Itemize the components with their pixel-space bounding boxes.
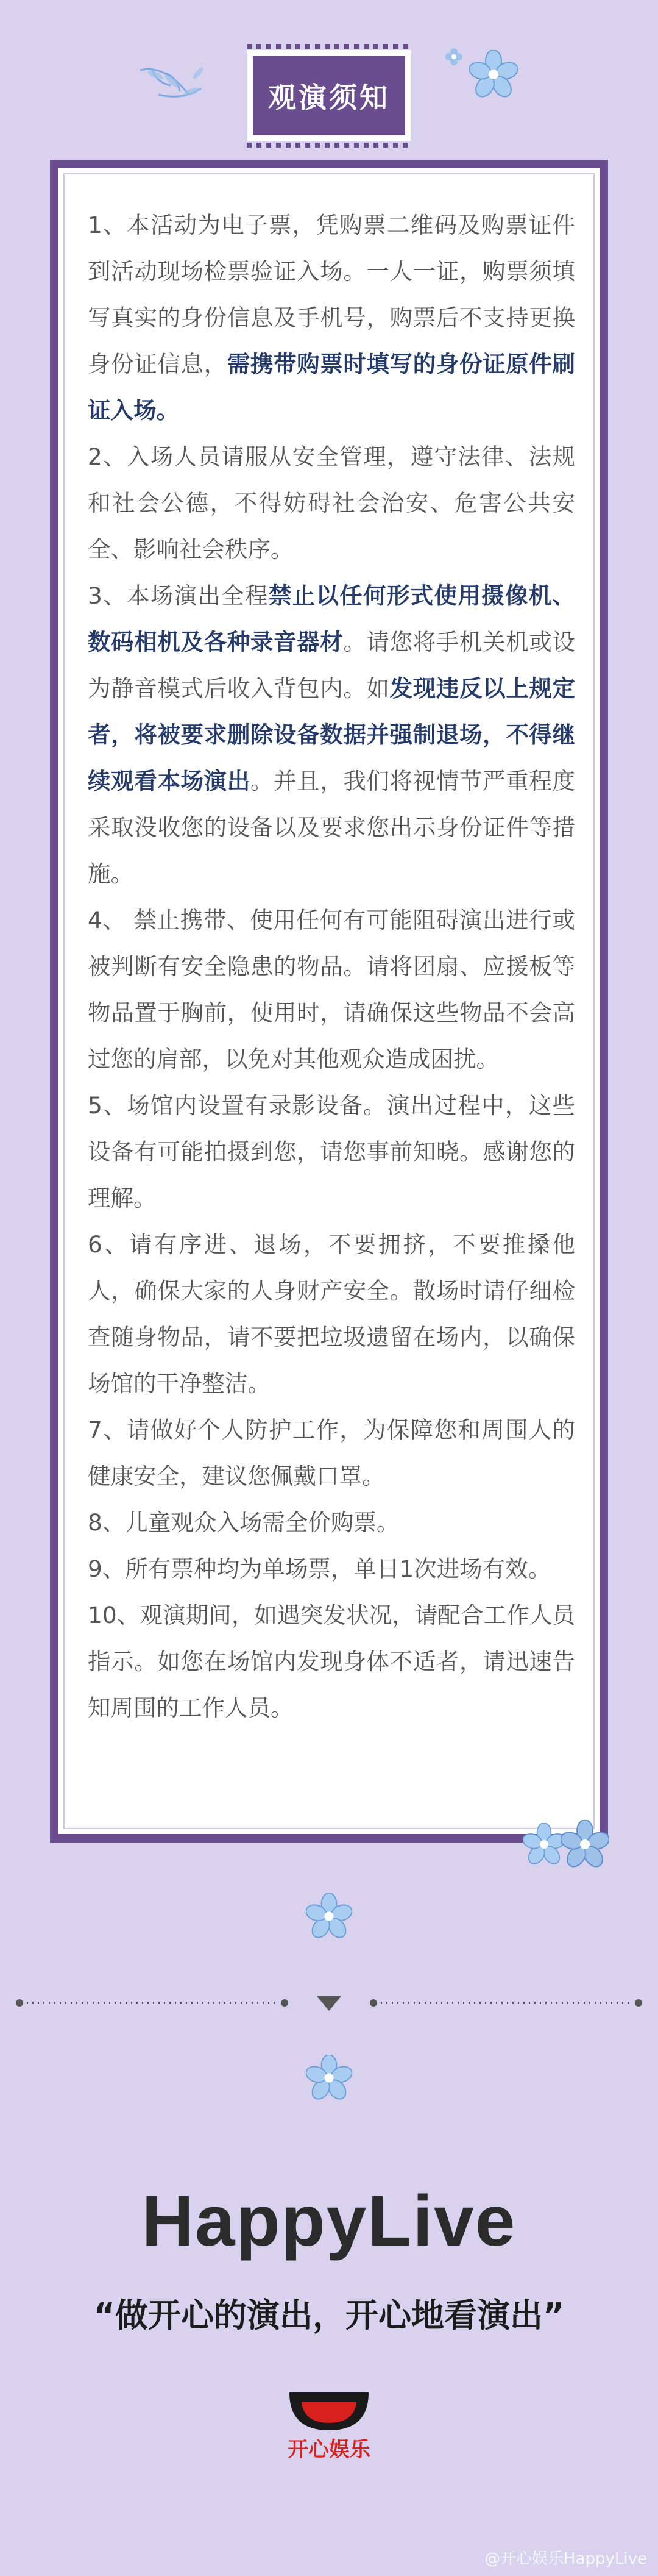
notice-text: 7、请做好个人防护工作，为保障您和周围人的健康安全，建议您佩戴口罩。 — [88, 1416, 575, 1490]
brand-name: HappyLive — [141, 2181, 517, 2261]
flower-icon — [523, 1823, 565, 1866]
notice-text: 。请您将手机关机或设为静音模式后收入背包内。如 — [88, 629, 575, 702]
notice-item — [88, 573, 575, 897]
notice-item — [88, 897, 575, 1082]
flower-icon — [306, 2055, 352, 2101]
notice-text: 8、儿童观众入场需全价购票。 — [88, 1509, 400, 1536]
notice-item — [88, 1407, 575, 1499]
brand-slogan: “做开心的演出，开心地看演出” — [93, 2296, 565, 2335]
notice-text: 3、本场演出全程 — [88, 582, 269, 609]
notice-item — [88, 1546, 575, 1592]
notice-list — [88, 202, 575, 1731]
flower-icon — [561, 1820, 609, 1869]
notice-text: 4、 禁止携带、使用任何有可能阻碍演出进行或被判断有安全隐患的物品。请将团扇、应援板等物品置于胸前，使用时，请确保这些物品不会高过您的肩部，以免对其他观众造成困扰。 — [88, 907, 575, 1072]
notice-text: 1、本活动为电子票，凭购票二维码及购票证件到活动现场检票验证入场。一人一证，购票须填写真实的身份信息及手机号，购票后不支持更换身份证信息， — [88, 212, 575, 377]
flower-icon — [445, 48, 463, 66]
section-divider — [0, 1994, 658, 2012]
notice-item — [88, 1499, 575, 1546]
notice-item — [88, 1592, 575, 1731]
notice-item — [88, 202, 575, 433]
notice-text: 5、场馆内设置有录影设备。演出过程中，这些设备有可能拍摄到您，请您事前知晓。感谢您的理解。 — [88, 1092, 575, 1211]
page-title: 观演须知 — [268, 81, 390, 114]
notice-text: 6、请有序进、退场，不要拥挤，不要推搡他人，确保大家的人身财产安全。散场时请仔细检查随身物品，请不要把垃圾遗留在场内，以确保场馆的干净整洁。 — [88, 1231, 575, 1397]
chevron-down-icon — [317, 1996, 341, 2011]
leaf-decoration-icon — [134, 58, 213, 113]
brand-logo-text: 开心娱乐 — [288, 2438, 370, 2462]
notice-highlight-text: 禁止以任何形式使用摄像机、数码相机及各种录音器材 — [88, 582, 576, 655]
notice-text: 2、入场人员请服从安全管理，遵守法律、法规和社会公德，不得妨碍社会治安、危害公共安全、影响社会秩序。 — [88, 443, 575, 563]
notice-text: 。并且，我们将视情节严重程度采取没收您的设备以及要求您出示身份证件等措施。 — [88, 768, 575, 887]
notice-panel — [50, 160, 608, 1843]
title-badge — [247, 50, 411, 141]
brand-logo-icon — [288, 2390, 370, 2433]
watermark: @开心娱乐HappyLive — [484, 2550, 647, 2568]
notice-text: 10、观演期间，如遇突发状况，请配合工作人员指示。如您在场馆内发现身体不适者，请迅速告知周围的工作人员。 — [88, 1602, 575, 1721]
flower-icon — [306, 1893, 352, 1939]
flower-icon — [469, 50, 518, 99]
notice-highlight-text: 发现违反以上规定者，将被要求删除设备数据并强制退场，不得继续观看本场演出 — [88, 675, 575, 794]
notice-item — [88, 1221, 575, 1407]
notice-item — [88, 433, 575, 573]
notice-text: 9、所有票种均为单场票，单日1次进场有效。 — [88, 1555, 551, 1582]
notice-highlight-text: 需携带购票时填写的身份证原件刷证入场。 — [88, 351, 575, 424]
notice-item — [88, 1082, 575, 1221]
